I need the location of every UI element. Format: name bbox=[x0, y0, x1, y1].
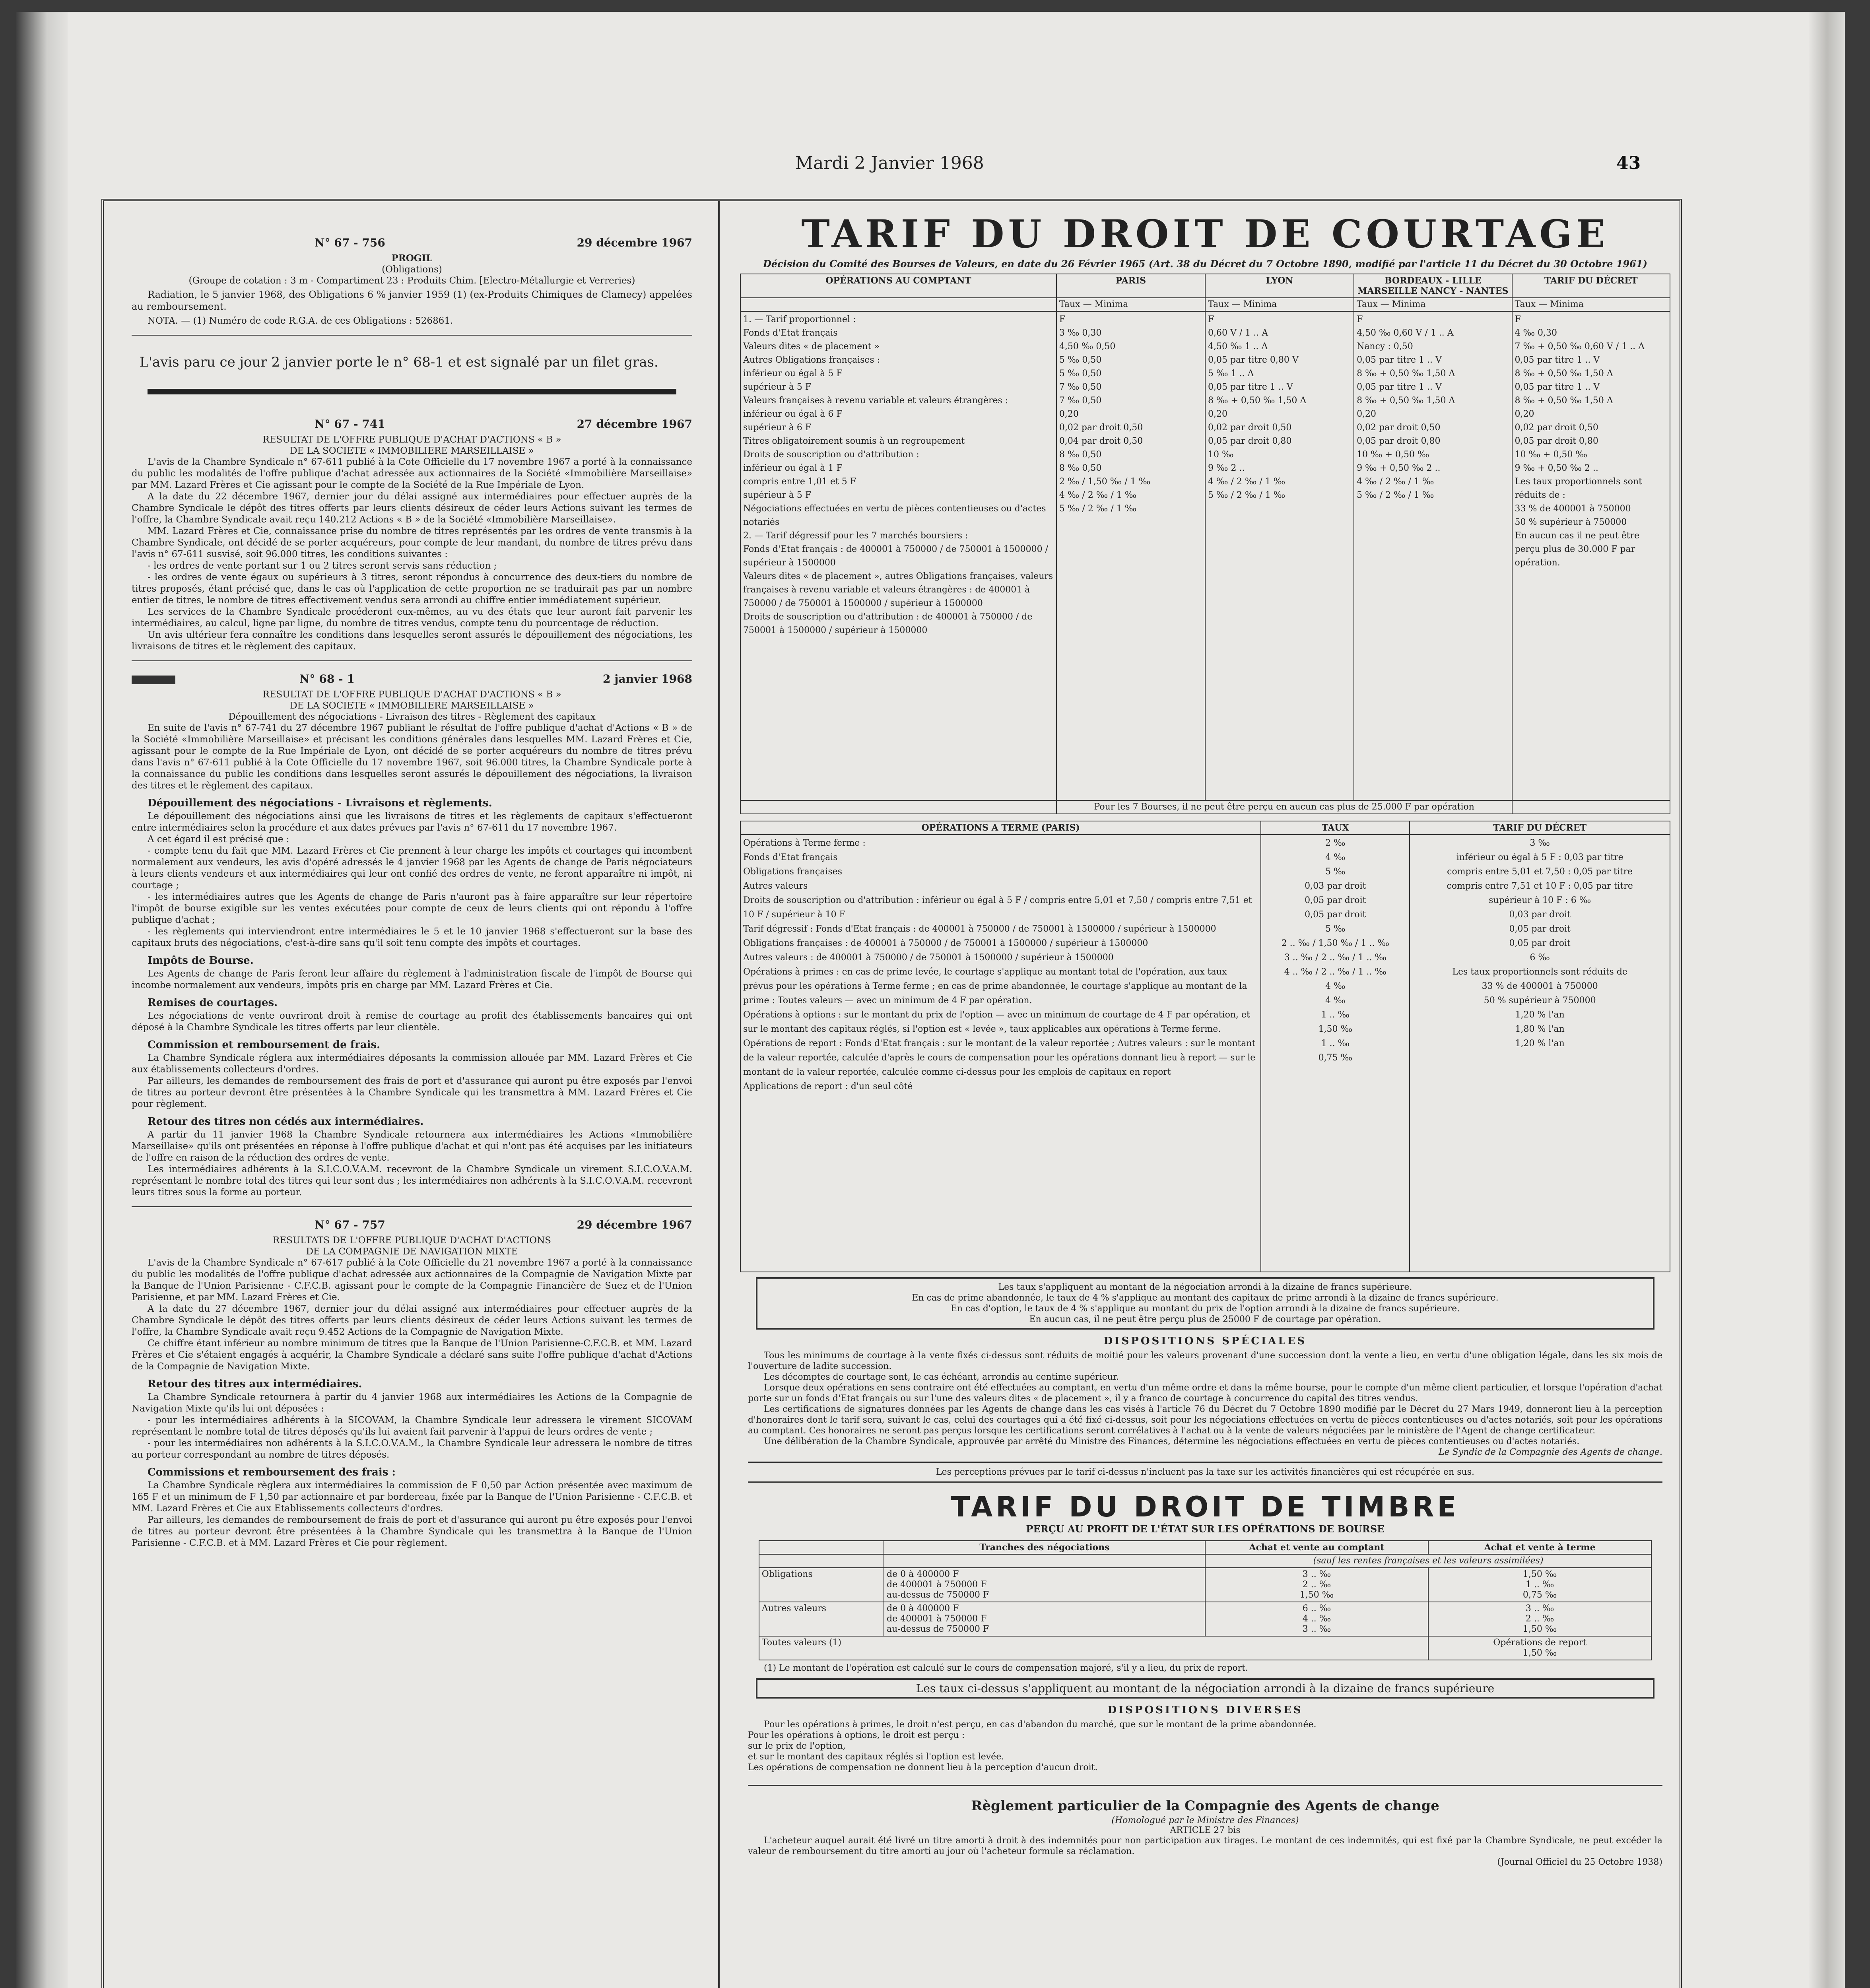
col-bordeaux: BORDEAUX - LILLE MARSEILLE NANCY - NANTES bbox=[1354, 274, 1512, 298]
comptant-table: OPÉRATIONS AU COMPTANT PARIS LYON BORDEAUX - LILLE MARSEILLE NANCY - NANTES TARIF DU DÉCRET Taux — Minima Taux — Minima Taux — Minima Taux — Minima 1. — Tarif proportionnel : Fonds d'Etat français Valeurs dites « de placement » Autres Obligations françaises : inférieur ou égal à 5 F supérieur à 5 F Valeurs françaises à revenu variable et valeurs étrangères : inférieur ou égal à 6 F supérieur à 6 F Titres obligatoirement soumis à un regroupement Droits de souscription ou d'attribution : inférieur ou égal à 1 F compris entre 1,01 et 5 F supérieur à 5 F Négociations effectuées en vertu de pièces contentieuses ou d'actes notariés 2. — Tarif dégressif pour les 7 marchés boursiers : Fonds d'Etat français : de 400001 à 750000 / de 750001 à 1500000 / supérieur à 1500000 Valeurs dites « de placement », autres Obligations françaises, valeurs françaises à revenu variable et valeurs étrangères : de 400001 à 750000 / de 750001 à 1500000 / supérieur à 1500000 Droits de souscription ou d'attribution : de 400001 à 750000 / de 750001 à 1500000 / supérieur à 1500000 F 3 ‰ 0,30 4,50 ‰ 0,50 5 ‰ 0,50 5 ‰ 0,50 7 ‰ 0,50 7 ‰ 0,50 0,20 0,02 par droit 0,50 0,04 par droit 0,50 8 ‰ 0,50 8 ‰ 0,50 2 ‰ / 1,50 ‰ / 1 ‰ 4 ‰ / 2 ‰ / 1 ‰ 5 ‰ / 2 ‰ / 1 ‰ F 0,60 V / 1 .. A 4,50 ‰ 1 .. A 0,05 par titre 0,80 V 5 ‰ 1 .. A 0,05 par titre 1 .. V 8 ‰ + 0,50 ‰ 1,50 A 0,20 0,02 par droit 0,50 0,05 par droit 0,80 10 ‰ 9 ‰ 2 .. 4 ‰ / 2 ‰ / 1 ‰ 5 ‰ / 2 ‰ / 1 ‰ F 4,50 ‰ 0,60 V / 1 .. A Nancy : 0,50 0,05 par titre 1 .. V 8 ‰ + 0,50 ‰ 1,50 A 0,05 par titre 1 .. V 8 ‰ + 0,50 ‰ 1,50 A 0,20 0,02 par droit 0,50 0,05 par droit 0,80 10 ‰ + 0,50 ‰ 9 ‰ + 0,50 ‰ 2 .. 4 ‰ / 2 ‰ / 1 ‰ 5 ‰ / 2 ‰ / 1 ‰ F 4 ‰ 0,30 7 ‰ + 0,50 ‰ 0,60 V / 1 .. A 0,05 par titre 1 .. V 8 ‰ + 0,50 ‰ 1,50 A 0,05 par titre 1 .. V 8 ‰ + 0,50 ‰ 1,50 A 0,20 0,02 par droit 0,50 0,05 par droit 0,80 10 ‰ + 0,50 ‰ 9 ‰ + 0,50 ‰ 2 .. Les taux proportionnels sont réduits de : 33 % de 400001 à 750000 50 % supérieur à 750000 En aucun cas il ne peut être perçu plus de 30.000 F par opération. Pour les 7 Bourses, il ne peut être perçu en aucun cas plus de 25.000 F par opération bbox=[740, 274, 1670, 814]
terme-decret-rates: 3 ‰ inférieur ou égal à 5 F : 0,03 par titre compris entre 5,01 et 7,50 : 0,05 par titre compris entre 7,51 et 10 F : 0,05 par titre supérieur à 10 F : 6 ‰ 0,03 par droit 0,05 par droit 0,05 par droit 6 ‰ Les taux proportionnels sont réduits de 33 % de 400001 à 750000 50 % supérieur à 750000 1,20 % l'an 1,80 % l'an 1,20 % l'an bbox=[1410, 835, 1670, 1272]
paragraph: A la date du 22 décembre 1967, dernier jour du délai assigné aux intermédiaires pour effectuer auprès de la Chambre Syndicale le dépôt des titres offerts par leurs clients désireux de céder leurs Actions suivant les termes de l'offre, la Chambre Syndicale avait reçu 140.212 Actions « B » de la Société «Immobilière Marseillaise». bbox=[132, 491, 692, 525]
timbre-header-note: (sauf les rentes françaises et les valeurs assimilées) bbox=[1205, 1554, 1651, 1568]
courtage-notes-box: Les taux s'appliquent au montant de la négociation arrondi à la dizaine de francs supérieure. En cas de prime abandonnée, le taux de 4 % s'applique au montant des capitaux de prime arrondi à la dizaine de francs supérieure. En cas d'option, le taux de 4 % s'applique au montant du prix de l'option arrondi à la dizaine de francs supérieure. En aucun cas, il ne peut être perçu plus de 25000 F de courtage par opération. bbox=[756, 1277, 1654, 1330]
paragraph: Un avis ultérieur fera connaître les conditions dans lesquelles seront assurés le dépouillement des négociations, les livraisons de titres et le règlement des capitaux. bbox=[132, 630, 692, 652]
filet-gras-mark bbox=[132, 676, 175, 684]
page-number: 43 bbox=[1616, 153, 1641, 173]
divider bbox=[132, 660, 692, 661]
col-taux: Taux bbox=[1059, 299, 1080, 309]
notice-date: 2 janvier 1968 bbox=[602, 672, 692, 685]
notice-number: N° 67 - 757 bbox=[315, 1218, 385, 1231]
lyon-rates: F 0,60 V / 1 .. A 4,50 ‰ 1 .. A 0,05 par titre 0,80 V 5 ‰ 1 .. A 0,05 par titre 1 .. V 8 ‰ + 0,50 ‰ 1,50 A 0,20 0,02 par droit 0,50 0,05 par droit 0,80 10 ‰ 9 ‰ 2 .. 4 ‰ / 2 ‰ / 1 ‰ 5 ‰ / 2 ‰ / 1 ‰ bbox=[1205, 311, 1354, 800]
notice-nota: NOTA. — (1) Numéro de code R.G.A. de ces Obligations : 526861. bbox=[148, 316, 453, 326]
notice-number: N° 67 - 741 bbox=[315, 417, 385, 431]
paragraph: - compte tenu du fait que MM. Lazard Frères et Cie prennent à leur charge les impôts et courtages qui incombent normalement aux vendeurs, les avis d'opéré adressés le 4 janvier 1968 par les Agents de change de Paris négociateurs à leurs clients vendeurs et aux intermédiaires qui leur ont confié des ordres de vente, ne feront apparaître ni impôt, ni courtage ; bbox=[132, 846, 692, 891]
col-taux-terme: TAUX bbox=[1261, 821, 1410, 835]
timbre-footnote: (1) Le montant de l'opération est calculé sur le cours de compensation majoré, s'il y a lieu, du prix de report. bbox=[764, 1663, 1248, 1673]
timbre-table bbox=[759, 1540, 1652, 1660]
running-header bbox=[16, 153, 1845, 177]
paragraph: - pour les intermédiaires non adhérents à la S.I.C.O.V.A.M., la Chambre Syndicale leur adressera le nombre de titres au porteur correspondant au nombre de titres déposés. bbox=[132, 1438, 692, 1460]
bordeaux-rates: F 4,50 ‰ 0,60 V / 1 .. A Nancy : 0,50 0,05 par titre 1 .. V 8 ‰ + 0,50 ‰ 1,50 A 0,05 par titre 1 .. V 8 ‰ + 0,50 ‰ 1,50 A 0,20 0,02 par droit 0,50 0,05 par droit 0,80 10 ‰ + 0,50 ‰ 9 ‰ + 0,50 ‰ 2 .. 4 ‰ / 2 ‰ / 1 ‰ 5 ‰ / 2 ‰ / 1 ‰ bbox=[1354, 311, 1512, 800]
timbre-title: TARIF DU DROIT DE TIMBRE bbox=[951, 1491, 1460, 1523]
notice-date: 29 décembre 1967 bbox=[577, 236, 692, 249]
divider bbox=[748, 1481, 1662, 1483]
newspaper-page bbox=[16, 12, 1845, 1988]
left-column bbox=[132, 225, 692, 1988]
reglement-article: ARTICLE 27 bis bbox=[1170, 1825, 1241, 1835]
paragraph: Les décomptes de courtage sont, le cas échéant, arrondis au centime supérieur. bbox=[764, 1372, 1119, 1382]
notice-title: DE LA SOCIETE « IMMOBILIERE MARSEILLAISE » bbox=[290, 701, 534, 711]
col-lyon: LYON bbox=[1205, 274, 1354, 298]
subheading: Commission et remboursement de frais. bbox=[148, 1039, 381, 1051]
col-taux: Taux bbox=[1515, 299, 1536, 309]
paragraph: Les négociations de vente ouvriront droit à remise de courtage au profit des établissements bancaires qui ont déposé à la Chambre Syndicale les titres offerts par leur clientèle. bbox=[132, 1011, 692, 1033]
notice-67-756 bbox=[132, 237, 692, 327]
tranches: de 0 à 400000 F de 400001 à 750000 F au-dessus de 750000 F bbox=[884, 1602, 1205, 1636]
right-column bbox=[740, 209, 1670, 1988]
paragraph: Une délibération de la Chambre Syndicale, approuvée par arrêté du Ministre des Finances, détermine les négociations effectuées en vertu de pièces contentieuses ou d'actes notariés. bbox=[764, 1437, 1580, 1446]
courtage-title: TARIF DU DROIT DE COURTAGE bbox=[801, 212, 1609, 256]
col-decret-terme: TARIF DU DÉCRET bbox=[1410, 821, 1670, 835]
paragraph: - les ordres de vente égaux ou supérieurs à 3 titres, seront répondus à concurrence des deux-tiers du nombre de titres proposés, étant précisé que, dans le cas où l'application de cette proportion ne se traduirait pas par un nombre entier de titres, le nombre de titres effectivement vendus sera arrondi au chiffre entier immédiatement supérieur. bbox=[132, 572, 692, 606]
notice-title: RESULTATS DE L'OFFRE PUBLIQUE D'ACHAT D'ACTIONS bbox=[272, 1235, 551, 1246]
paragraph: La Chambre Syndicale règlera aux intermédiaires la commission de F 0,50 par Action présentée avec maximum de 165 F et un minimum de F 1,50 par actionnaire et par bordereau, fixée par la Banque de l'Union Parisienne - C.F.C.B. et MM. Lazard Frères et Cie aux Etablissements collecteurs d'ordres. bbox=[132, 1480, 692, 1514]
notice-date: 29 décembre 1967 bbox=[577, 1218, 692, 1231]
divider bbox=[132, 1206, 692, 1207]
notice-text: Radiation, le 5 janvier 1968, des Obligations 6 % janvier 1959 (1) (ex-Produits Chimiques de Clamecy) appelées au remboursement. bbox=[132, 289, 692, 312]
paris-rates: F 3 ‰ 0,30 4,50 ‰ 0,50 5 ‰ 0,50 5 ‰ 0,50 7 ‰ 0,50 7 ‰ 0,50 0,20 0,02 par droit 0,50 0,04 par droit 0,50 8 ‰ 0,50 8 ‰ 0,50 2 ‰ / 1,50 ‰ / 1 ‰ 4 ‰ / 2 ‰ / 1 ‰ 5 ‰ / 2 ‰ / 1 ‰ bbox=[1056, 311, 1205, 800]
paragraph: A cet égard il est précisé que : bbox=[148, 834, 289, 845]
dispositions-speciales-title: DISPOSITIONS SPÉCIALES bbox=[1103, 1335, 1307, 1347]
paragraph: Lorsque deux opérations en sens contraire ont été effectuées au comptant, en vertu d'un même ordre et dans la même bourse, pour le compte d'un même client particulier, et lorsque l'opération d'achat porte sur un fonds d'Etat français ou sur l'une des valeurs dites « de placement », il y a franco de courtage à concurrence du capital des titres vendus. bbox=[748, 1383, 1662, 1404]
notice-number: N° 68 - 1 bbox=[299, 672, 355, 685]
binding-spine bbox=[16, 12, 68, 1988]
notice-67-757 bbox=[132, 1219, 692, 1549]
terme-rates: 2 ‰ 4 ‰ 5 ‰ 0,03 par droit 0,05 par droit 0,05 par droit 5 ‰ 2 .. ‰ / 1,50 ‰ / 1 .. ‰ 3 .. ‰ / 2 .. ‰ / 1 .. ‰ 4 .. ‰ / 2 .. ‰ / 1 .. ‰ 4 ‰ 4 ‰ 1 .. ‰ 1,50 ‰ 1 .. ‰ 0,75 ‰ bbox=[1261, 835, 1410, 1272]
terme-autres: 3 .. ‰ 2 .. ‰ 1,50 ‰ bbox=[1428, 1602, 1651, 1636]
paragraph: Ce chiffre étant inférieur au nombre minimum de titres que la Banque de l'Union Parisienne-C.F.C.B. et MM. Lazard Frères et Cie s'étaient engagés à acquérir, la Chambre Syndicale a déclaré sans suite l'offre publique d'achat d'Actions de la Compagnie de Navigation Mixte. bbox=[132, 1338, 692, 1372]
notice-title: DE LA SOCIETE « IMMOBILIERE MARSEILLAISE » bbox=[290, 446, 534, 456]
paragraph: MM. Lazard Frères et Cie, connaissance prise du nombre de titres représentés par les ordres de vente transmis à la Chambre Syndicale, ont décidé de se porter acquéreurs, pour compte de leur mandant, du nombre de titres prévu dans l'avis n° 67-611 susvisé, soit 96.000 titres, les conditions suivantes : bbox=[132, 526, 692, 559]
paragraph: A partir du 11 janvier 1968 la Chambre Syndicale retournera aux intermédiaires les Actions «Immobilière Marseillaise» qu'ils ont présentées en réponse à l'offre publique d'achat et qui n'ont pas été acquises par les initiateurs de l'offre en raison de la réduction des ordres de vente. bbox=[132, 1130, 692, 1163]
paragraph: En suite de l'avis n° 67-741 du 27 décembre 1967 publiant le résultat de l'offre publique d'achat d'Actions « B » de la Société «Immobilière Marseillaise» et précisant les conditions générales dans lesquelles MM. Lazard Frères et Cie, agissant pour le compte de la Rue Impériale de Lyon, ont décidé de se porter acquéreurs du nombre de titres prévu dans l'avis n° 67-611 publié à la Cote Officielle du 17 novembre 1967, soit 96.000 titres, la Chambre Syndicale porte à la connaissance du public les conditions dans lesquelles seront assurés le dépouillement des négociations, la livraison des titres et le règlement des capitaux. bbox=[132, 723, 692, 791]
col-minima: Minima bbox=[1550, 299, 1584, 309]
subheading: Impôts de Bourse. bbox=[148, 955, 254, 967]
company-name: PROGIL bbox=[391, 253, 433, 264]
paragraph: - les ordres de vente portant sur 1 ou 2 titres seront servis sans réduction ; bbox=[148, 561, 497, 571]
col-minima: Minima bbox=[1392, 299, 1426, 309]
paragraph: Tous les minimums de courtage à la vente fixés ci-dessus sont réduits de moitié pour les valeurs provenant d'une succession dont la vente a lieu, en vertu d'une obligation légale, dans les six mois de l'ouverture de ladite succession. bbox=[748, 1351, 1662, 1371]
col-taux: Taux bbox=[1208, 299, 1229, 309]
running-title: Mardi 2 Janvier 1968 bbox=[795, 153, 984, 173]
timbre-subtitle: PERÇU AU PROFIT DE L'ÉTAT SUR LES OPÉRATIONS DE BOURSE bbox=[1026, 1523, 1385, 1535]
syndic-signature: Le Syndic de la Compagnie des Agents de change. bbox=[1438, 1447, 1662, 1457]
terme-table bbox=[740, 821, 1670, 1272]
company-sub: (Obligations) bbox=[382, 264, 442, 275]
dispositions-diverses-text: Pour les opérations à primes, le droit n'est perçu, en cas d'abandon du marché, que sur le montant de la prime abandonnée. Pour les opérations à options, le droit est perçu : sur le prix de l'option, et sur le montant des capitaux réglés si l'option est levée. Les opérations de compensation ne donnent lieu à la perception d'aucun droit. bbox=[748, 1720, 1317, 1773]
col-minima: Minima bbox=[1243, 299, 1277, 309]
column-divider bbox=[718, 201, 720, 1988]
row-autres-valeurs: Autres valeurs bbox=[759, 1602, 884, 1636]
notice-number: N° 67 - 756 bbox=[315, 236, 385, 249]
journal-officiel-ref: (Journal Officiel du 25 Octobre 1938) bbox=[1497, 1857, 1662, 1867]
reglement-title: Règlement particulier de la Compagnie des Agents de change bbox=[971, 1798, 1439, 1814]
divider bbox=[748, 1785, 1662, 1786]
divider bbox=[132, 335, 692, 336]
paragraph: - les règlements qui interviendront entre intermédiaires le 5 et le 10 janvier 1968 s'effectueront sur la base des capitaux bruts des négociations, c'est-à-dire sans qu'il soit tenu compte des impôts et courtages. bbox=[132, 926, 692, 948]
seven-bourses-note: Pour les 7 Bourses, il ne peut être perçu en aucun cas plus de 25.000 F par opération bbox=[1056, 800, 1512, 814]
terme-operations: Opérations à Terme ferme : Fonds d'Etat français Obligations françaises Autres valeurs Droits de souscription ou d'attribution : inférieur ou égal à 5 F / compris entre 5,01 et 7,50 / compris entre 7,51 et 10 F / supérieur à 10 F Tarif dégressif : Fonds d'Etat français : de 400001 à 750000 / de 750001 à 1500000 / supérieur à 1500000 Obligations françaises : de 400001 à 750000 / de 750001 à 1500000 / supérieur à 1500000 Autres valeurs : de 400001 à 750000 / de 750001 à 1500000 / supérieur à 1500000 Opérations à primes : en cas de prime levée, le courtage s'applique au montant total de l'opération, aux taux prévus pour les opérations à Terme ferme ; en cas de prime abandonnée, le courtage s'applique au montant de la prime : Toutes valeurs — avec un minimum de 4 F par opération. Opérations à options : sur le montant du prix de l'option — avec un minimum de courtage de 4 F par opération, et sur le montant des capitaux réglés, si l'option est « levée », taux applicables aux opérations à Terme ferme. Opérations de report : Fonds d'Etat français : sur le montant de la valeur reportée ; Autres valeurs : sur le montant de la valeur reportée, calculée d'après le cours de compensation pour les opérations donnant lieu à report — sur le montant de la valeur reportée, calculée comme ci-dessus pour les emplois de capitaux en report Applications de report : d'un seul côté bbox=[740, 835, 1261, 1272]
col-terme: Achat et vente à terme bbox=[1428, 1541, 1651, 1554]
perceptions-note: Les perceptions prévues par le tarif ci-dessus n'incluent pas la taxe sur les activités financières qui est récupérée en sus. bbox=[936, 1467, 1474, 1477]
cotation-group: (Groupe de cotation : 3 m - Compartiment 23 : Produits Chim. [Electro-Métallurgie et Verreries) bbox=[188, 276, 635, 286]
paragraph: L'avis de la Chambre Syndicale n° 67-611 publié à la Cote Officielle du 17 novembre 1967 a porté à la connaissance du public les modalités de l'offre publique d'achat adressée aux actionnaires de la Société «Immobilière Marseillaise» par MM. Lazard Frères et Cie agissant pour le compte de la Société de la Rue Impériale de Lyon. bbox=[132, 457, 692, 490]
col-comptant: Achat et vente au comptant bbox=[1205, 1541, 1428, 1554]
paragraph: La Chambre Syndicale réglera aux intermédiaires déposants la commission allouée par MM. Lazard Frères et Cie aux établissements collecteurs d'ordres. bbox=[132, 1053, 692, 1075]
decret-rates: F 4 ‰ 0,30 7 ‰ + 0,50 ‰ 0,60 V / 1 .. A 0,05 par titre 1 .. V 8 ‰ + 0,50 ‰ 1,50 A 0,05 par titre 1 .. V 8 ‰ + 0,50 ‰ 1,50 A 0,20 0,02 par droit 0,50 0,05 par droit 0,80 10 ‰ + 0,50 ‰ 9 ‰ + 0,50 ‰ 2 .. Les taux proportionnels sont réduits de : 33 % de 400001 à 750000 50 % supérieur à 750000 En aucun cas il ne peut être perçu plus de 30.000 F par opération. bbox=[1512, 311, 1670, 800]
col-tranches: Tranches des négociations bbox=[884, 1541, 1205, 1554]
operations-list: 1. — Tarif proportionnel : Fonds d'Etat français Valeurs dites « de placement » Autres Obligations françaises : inférieur ou égal à 5 F supérieur à 5 F Valeurs françaises à revenu variable et valeurs étrangères : inférieur ou égal à 6 F supérieur à 6 F Titres obligatoirement soumis à un regroupement Droits de souscription ou d'attribution : inférieur ou égal à 1 F compris entre 1,01 et 5 F supérieur à 5 F Négociations effectuées en vertu de pièces contentieuses ou d'actes notariés 2. — Tarif dégressif pour les 7 marchés boursiers : Fonds d'Etat français : de 400001 à 750000 / de 750001 à 1500000 / supérieur à 1500000 Valeurs dites « de placement », autres Obligations françaises, valeurs françaises à revenu variable et valeurs étrangères : de 400001 à 750000 / de 750001 à 1500000 / supérieur à 1500000 Droits de souscription ou d'attribution : de 400001 à 750000 / de 750001 à 1500000 / supérieur à 1500000 bbox=[740, 311, 1056, 800]
reglement-text: L'acheteur auquel aurait été livré un titre amorti à droit à des indemnités pour non participation aux tirages. Le montant de ces indemnités, qui est fixé par la Chambre Syndicale, ne peut excéder la valeur de remboursement du titre amorti au jour où l'acheteur formule sa réclamation. bbox=[748, 1836, 1662, 1856]
paragraph: Par ailleurs, les demandes de remboursement de frais de port et d'assurance qui auront pu être exposés pour l'envoi de titres au porteur devront être présentées à la Chambre Syndicale qui les transmettra à la Banque de l'Union Parisienne - C.F.C.B. et à MM. Lazard Frères et Cie pour règlement. bbox=[132, 1515, 692, 1548]
reglement-subtitle: (Homologué par le Ministre des Finances) bbox=[1111, 1815, 1299, 1825]
comptant-autres: 6 .. ‰ 4 .. ‰ 3 .. ‰ bbox=[1205, 1602, 1428, 1636]
paragraph: Les Agents de change de Paris feront leur affaire du règlement à l'administration fiscale de l'impôt de Bourse qui incombe normalement aux vendeurs, impôts pris en charge par MM. Lazard Frères et Cie. bbox=[132, 969, 692, 990]
report-label: Opérations de report bbox=[1493, 1638, 1586, 1648]
page-edge bbox=[1809, 12, 1845, 1988]
notice-title: DE LA COMPAGNIE DE NAVIGATION MIXTE bbox=[306, 1246, 518, 1257]
col-minima: Minima bbox=[1094, 299, 1128, 309]
paragraph: - pour les intermédiaires adhérents à la SICOVAM, la Chambre Syndicale leur adressera le virement SICOVAM représentant le nombre total de titres déposés qu'ils lui avaient fait parvenir à l'appui de leurs ordres de vente ; bbox=[132, 1415, 692, 1437]
notice-title: Dépouillement des négociations - Livraison des titres - Règlement des capitaux bbox=[228, 712, 596, 722]
paragraph: Par ailleurs, les demandes de remboursement des frais de port et d'assurance qui auront pu être exposés par l'envoi de titres au porteur devront être présentées à la Chambre Syndicale qui les transmettra à MM. Lazard Frères et Cie pour règlement. bbox=[132, 1076, 692, 1109]
notice-title: RESULTAT DE L'OFFRE PUBLIQUE D'ACHAT D'ACTIONS « B » bbox=[262, 689, 561, 700]
comptant-obligations: 3 .. ‰ 2 .. ‰ 1,50 ‰ bbox=[1205, 1568, 1428, 1602]
terme-obligations: 1,50 ‰ 1 .. ‰ 0,75 ‰ bbox=[1428, 1568, 1651, 1602]
subheading: Remises de courtages. bbox=[148, 997, 278, 1009]
notice-68-1 bbox=[132, 673, 692, 1198]
paragraph: Le dépouillement des négociations ainsi que les livraisons de titres et les règlements de capitaux s'effectueront entre intermédiaires selon la procédure et aux dates prévues par l'avis n° 67-611 du 17 novembre 1967. bbox=[132, 811, 692, 833]
tranches: de 0 à 400000 F de 400001 à 750000 F au-dessus de 750000 F bbox=[884, 1568, 1205, 1602]
dispositions-diverses-title: DISPOSITIONS DIVERSES bbox=[1107, 1704, 1303, 1716]
row-obligations: Obligations bbox=[759, 1568, 884, 1602]
notice-date: 27 décembre 1967 bbox=[577, 417, 692, 431]
col-terme: OPÉRATIONS A TERME (PARIS) bbox=[740, 821, 1261, 835]
subheading: Commissions et remboursement des frais : bbox=[148, 1466, 396, 1478]
paragraph: Les certifications de signatures données par les Agents de change dans les cas visés à l'article 76 du Décret du 7 Octobre 1890 modifié par le Décret du 27 Mars 1949, donneront lieu à la perception d'honoraires dont le tarif sera, suivant le cas, celui des courtages qui a été fixé ci-dessus, soit pour les négociations effectuées en vertu de pièces contentieuses ou d'actes notariés, soit pour les opérations au comptant. Ces honoraires ne seront pas perçus lorsque les certifications seront corrélatives à l'achat ou à la vente de valeurs négociées par le ministère de l'Agent de change certificateur. bbox=[748, 1404, 1662, 1436]
paragraph: - les intermédiaires autres que les Agents de change de Paris n'auront pas à faire apparaître sur leur répertoire l'impôt de bourse exigible sur les ventes exécutées pour compte de ceux de leurs clients qui ont répondu à l'offre publique d'achat ; bbox=[132, 892, 692, 925]
filet-gras bbox=[148, 389, 676, 394]
col-paris: PARIS bbox=[1056, 274, 1205, 298]
notice-67-741 bbox=[132, 418, 692, 652]
subheading: Retour des titres non cédés aux intermédiaires. bbox=[148, 1116, 424, 1128]
subheading: Dépouillement des négociations - Livraisons et règlements. bbox=[148, 797, 492, 809]
col-decret: TARIF DU DÉCRET bbox=[1512, 274, 1670, 298]
paragraph: L'avis de la Chambre Syndicale n° 67-617 publié à la Cote Officielle du 21 novembre 1967 a porté à la connaissance du public les modalités de l'offre publique d'achat adressée aux actionnaires de la Compagnie de Navigation Mixte par la Banque de l'Union Parisienne - C.F.C.B. agissant pour le compte de la Compagnie Financière de Suez et de l'Union Parisienne, et par MM. Lazard Frères et Cie. bbox=[132, 1258, 692, 1303]
courtage-decision: Décision du Comité des Bourses de Valeurs, en date du 26 Février 1965 (Art. 38 du Décret du 7 Octobre 1890, modifié par l'article 11 du Décret du 30 Octobre 1961) bbox=[763, 258, 1647, 270]
timbre-rounding-box: Les taux ci-dessus s'appliquent au montant de la négociation arrondi à la dizaine de francs supérieure bbox=[756, 1678, 1654, 1699]
row-toutes-valeurs: Toutes valeurs (1) bbox=[759, 1636, 1428, 1660]
col-operations: OPÉRATIONS AU COMPTANT bbox=[740, 274, 1056, 298]
divider bbox=[748, 1462, 1662, 1463]
content-frame bbox=[101, 199, 1682, 1988]
report-rate: 1,50 ‰ bbox=[1522, 1648, 1557, 1658]
avis-notice: L'avis paru ce jour 2 janvier porte le n° 68-1 et est signalé par un filet gras. bbox=[140, 354, 658, 370]
paragraph: Les intermédiaires adhérents à la S.I.C.O.V.A.M. recevront de la Chambre Syndicale un virement S.I.C.O.V.A.M. représentant le nombre total des titres qui leur sont dus ; les intermédiaires non adhérents à la S.I.C.O.V.A.M. recevront leurs titres sous la forme au porteur. bbox=[132, 1164, 692, 1198]
col-taux: Taux bbox=[1357, 299, 1378, 309]
subheading: Retour des titres aux intermédiaires. bbox=[148, 1378, 362, 1390]
paragraph: Les services de la Chambre Syndicale procéderont eux-mêmes, au vu des états que leur auront fait parvenir les intermédiaires, au calcul, ligne par ligne, du nombre de titres vendus, compte tenu du pourcentage de réduction. bbox=[132, 607, 692, 629]
paragraph: A la date du 27 décembre 1967, dernier jour du délai assigné aux intermédiaires pour effectuer auprès de la Chambre Syndicale le dépôt des titres offerts par leurs clients désireux de céder leurs Actions suivant les termes de l'offre, la Chambre Syndicale avait reçu 9.452 Actions de la Compagnie de Navigation Mixte. bbox=[132, 1304, 692, 1337]
notice-title: RESULTAT DE L'OFFRE PUBLIQUE D'ACHAT D'ACTIONS « B » bbox=[262, 435, 561, 445]
paragraph: La Chambre Syndicale retournera à partir du 4 janvier 1968 aux intermédiaires les Actions de la Compagnie de Navigation Mixte qu'ils lui ont déposées : bbox=[132, 1392, 692, 1414]
